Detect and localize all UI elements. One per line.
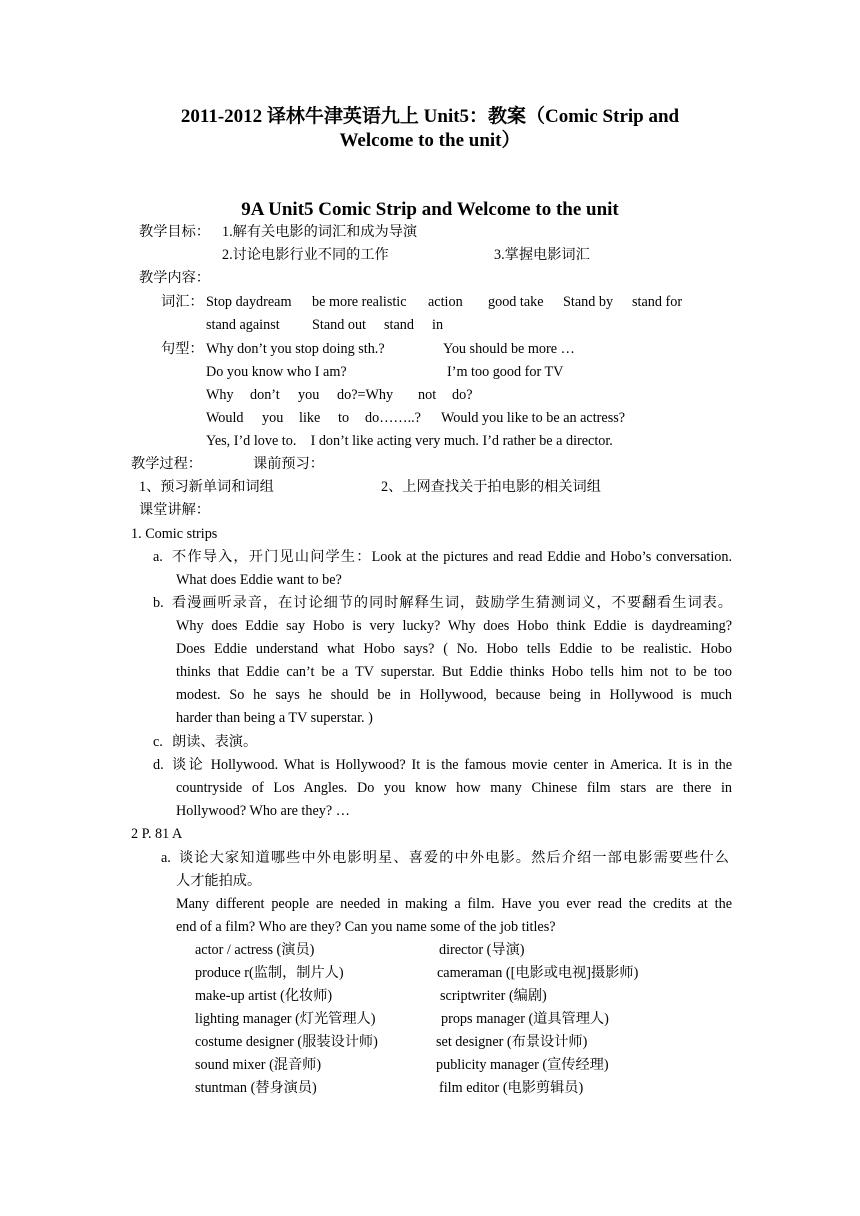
job-title: actor / actress (演员)	[195, 942, 315, 958]
job-title: set designer (布景设计师)	[436, 1034, 588, 1050]
sentence-pattern: I’m too good for TV	[447, 364, 564, 380]
paragraph-line: end of a film? Who are they? Can you name some of the job titles?	[176, 919, 556, 935]
sentence-word: don’t	[250, 387, 280, 403]
paragraph-line: modest. So he says he should be in Hollywood, because being in Hollywood is much	[176, 687, 732, 703]
paragraph-line: 人才能拍成。	[176, 873, 262, 889]
vocab-item: good take	[488, 294, 544, 310]
paragraph-line: harder than being a TV superstar. )	[176, 710, 373, 726]
item-marker: c.	[153, 734, 163, 750]
vocab-item: stand	[384, 317, 414, 333]
paragraph-line: Why does Eddie say Hobo is very lucky? Why does Hobo think Eddie is daydreaming?	[176, 618, 732, 634]
job-title: scriptwriter (编剧)	[440, 988, 547, 1004]
sentence-word: Would	[206, 410, 244, 426]
paragraph-line: 看漫画听录音，在讨论细节的同时解释生词，鼓励学生猜测词义，不要翻看生词表。	[172, 595, 732, 611]
preview-label: 课前预习：	[253, 456, 324, 472]
job-title: lighting manager (灯光管理人)	[195, 1011, 376, 1027]
paragraph-line: 谈论 Hollywood. What is Hollywood? It is the famous movie center in America. It is in the	[172, 757, 732, 773]
item-marker: a.	[153, 549, 163, 565]
job-title: sound mixer (混音师)	[195, 1057, 322, 1073]
vocab-item: in	[432, 317, 444, 333]
objectives-label: 教学目标：	[139, 224, 210, 240]
paragraph-line: 朗读、表演。	[172, 734, 258, 750]
process-label: 教学过程：	[131, 456, 202, 472]
vocab-item: action	[428, 294, 463, 310]
section-1-title: 1. Comic strips	[131, 526, 218, 542]
lecture-label: 课堂讲解：	[139, 502, 210, 518]
job-title: cameraman ([电影或电视]摄影师)	[437, 965, 639, 981]
paragraph-line: What does Eddie want to be?	[176, 572, 342, 588]
sentence-word: do?=Why	[337, 387, 394, 403]
paragraph-line: thinks that Eddie can’t be a TV superstar. But Eddie thinks Hobo tells him not to be too	[176, 664, 732, 680]
vocab-item: Stand by	[563, 294, 614, 310]
lesson-subtitle: 9A Unit5 Comic Strip and Welcome to the unit	[241, 199, 619, 220]
document-title-line-2: Welcome to the unit）	[339, 130, 521, 151]
paragraph-line: 不作导入，开门见山问学生：Look at the pictures and read Eddie and Hobo’s conversation.	[172, 549, 732, 565]
sentence-word: you	[298, 387, 320, 403]
sentence-word: not	[418, 387, 437, 403]
preview-item-2: 2、上网查找关于拍电影的相关词组	[381, 479, 601, 495]
job-title: produce r(监制，制片人)	[195, 965, 344, 981]
job-title: make-up artist (化妆师)	[195, 988, 333, 1004]
objective-1: 1.解有关电影的词汇和成为导演	[222, 224, 418, 240]
sentence-word: Why	[206, 387, 234, 403]
sentence-word: to	[338, 410, 350, 426]
job-title: publicity manager (宣传经理)	[436, 1057, 609, 1073]
sentence-pattern: You should be more …	[443, 341, 575, 357]
paragraph-line: 谈论大家知道哪些中外电影明星、喜爱的中外电影。然后介绍一部电影需要些什么	[179, 850, 729, 866]
job-title: stuntman (替身演员)	[195, 1080, 317, 1096]
paragraph-line: Many different people are needed in making a film. Have you ever read the credits at the	[176, 896, 732, 912]
sentence-word: like	[299, 410, 321, 426]
job-title: film editor (电影剪辑员)	[439, 1080, 584, 1096]
sentence-label: 句型：	[161, 341, 204, 357]
job-title: costume designer (服装设计师)	[195, 1034, 378, 1050]
job-title: director (导演)	[439, 942, 525, 958]
paragraph-line: Does Eddie understand what Hobo says? ( No. Hobo tells Eddie to be realistic. Hobo	[176, 641, 732, 657]
sentence-word: do……..?	[365, 410, 421, 426]
content-label: 教学内容：	[139, 270, 210, 286]
paragraph-line: Hollywood? Who are they? …	[176, 803, 350, 819]
item-marker: d.	[153, 757, 164, 773]
vocab-item: be more realistic	[312, 294, 407, 310]
objective-2: 2.讨论电影行业不同的工作	[222, 247, 389, 263]
section-2-title: 2 P. 81 A	[131, 826, 183, 842]
item-marker: b.	[153, 595, 164, 611]
sentence-pattern: Would you like to be an actress?	[441, 410, 626, 426]
vocab-item: Stop daydream	[206, 294, 292, 310]
sentence-pattern: Yes, I’d love to. I don’t like acting very much. I’d rather be a director.	[206, 433, 613, 449]
sentence-pattern: Why don’t you stop doing sth.?	[206, 341, 385, 357]
preview-item-1: 1、预习新单词和词组	[139, 479, 274, 495]
vocab-item: stand against	[206, 317, 280, 333]
sentence-word: you	[262, 410, 284, 426]
vocab-item: stand for	[632, 294, 683, 310]
objective-3: 3.掌握电影词汇	[494, 247, 590, 263]
paragraph-line: countryside of Los Angles. Do you know how many Chinese film stars are there in	[176, 780, 732, 796]
document-title-line-1: 2011-2012 译林牛津英语九上 Unit5：教案（Comic Strip and	[180, 106, 680, 127]
sentence-pattern: Do you know who I am?	[206, 364, 347, 380]
item-marker: a.	[161, 850, 171, 866]
sentence-word: do?	[452, 387, 473, 403]
job-title: props manager (道具管理人)	[441, 1011, 609, 1027]
vocab-item: Stand out	[312, 317, 366, 333]
vocab-label: 词汇：	[161, 294, 204, 310]
